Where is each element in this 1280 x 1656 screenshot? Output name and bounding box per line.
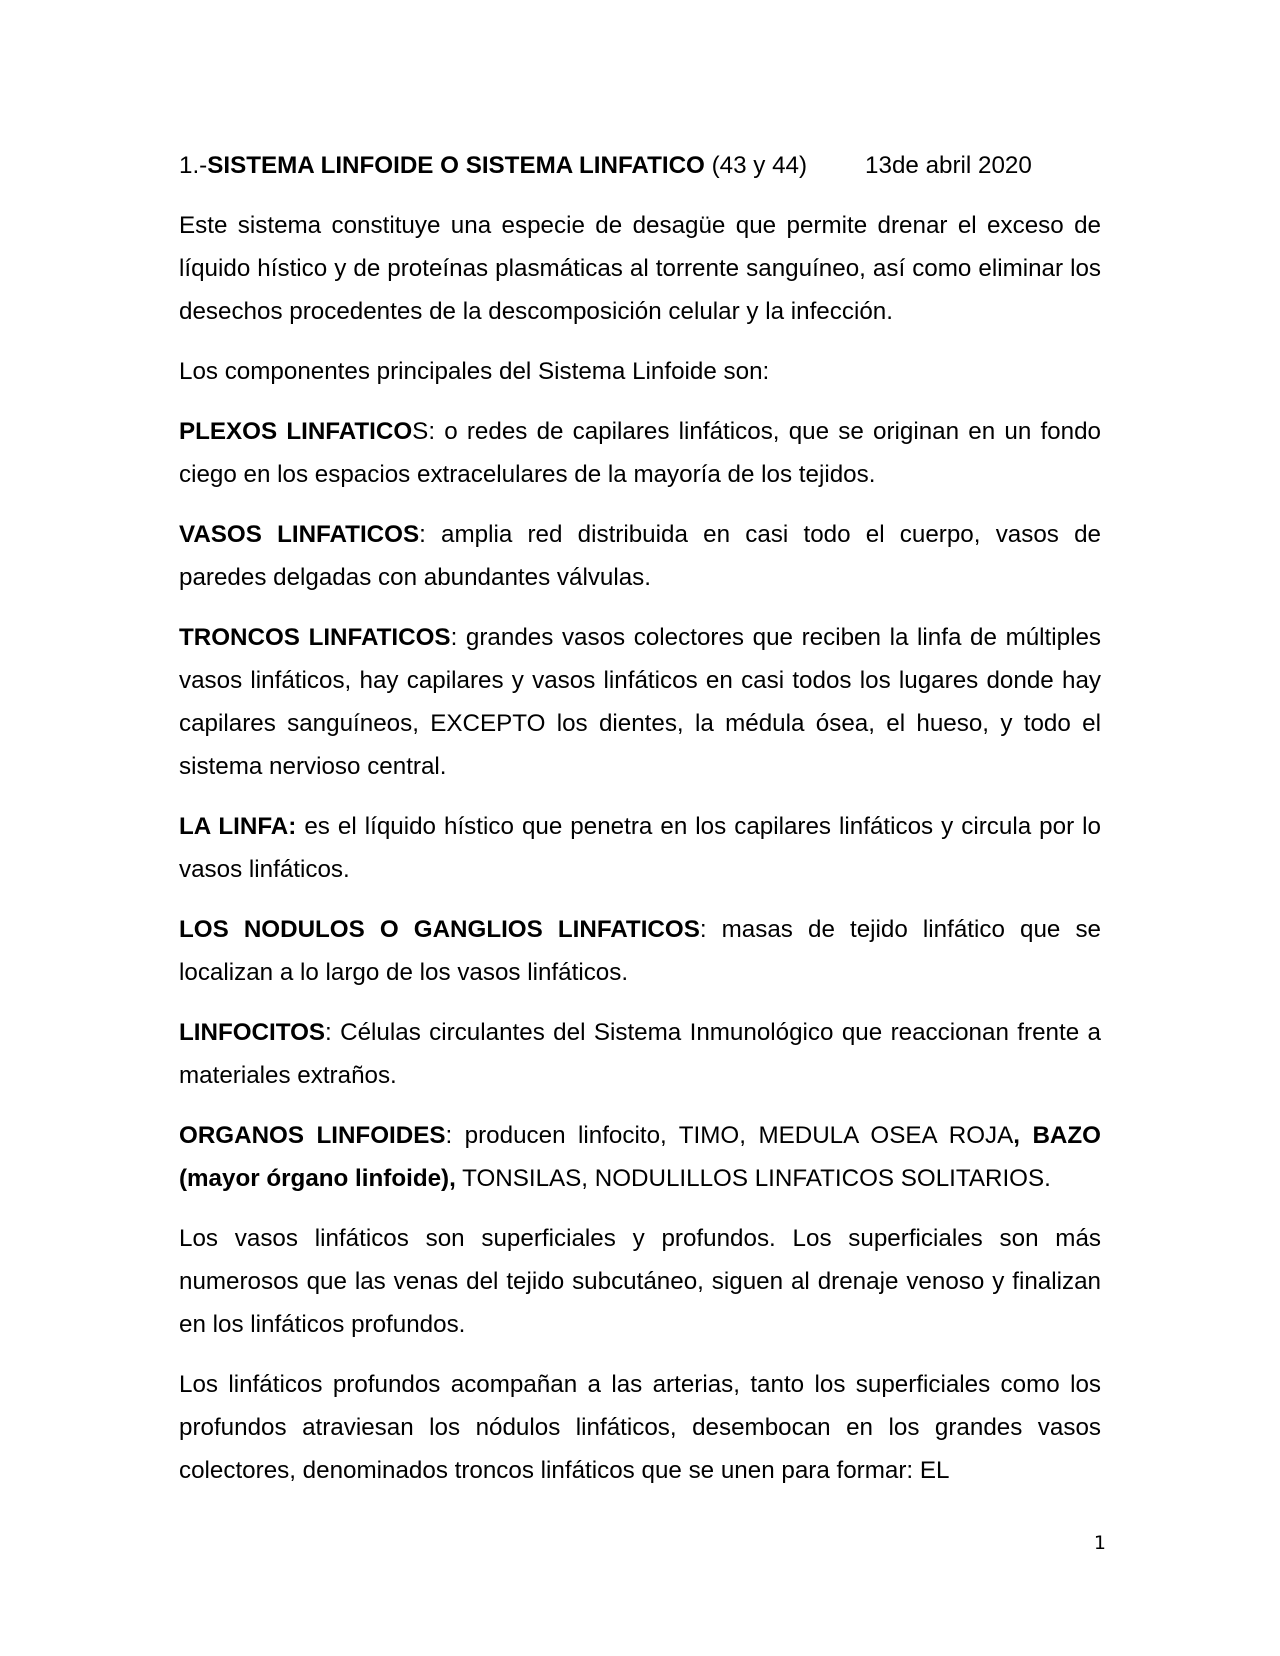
nodulos-term: LOS NODULOS O GANGLIOS LINFATICOS — [179, 916, 700, 943]
plexos-term-suffix: S — [412, 418, 429, 445]
plexos-term: PLEXOS LINFATICO — [179, 418, 413, 445]
troncos-paragraph — [179, 616, 1101, 788]
heading-title: SISTEMA LINFOIDE O SISTEMA LINFATICO — [207, 152, 705, 179]
plexos-paragraph — [179, 410, 1101, 496]
linfocitos-term: LINFOCITOS — [179, 1019, 326, 1046]
linfa-term: LA LINFA: — [179, 813, 297, 840]
profundos-paragraph: Los linfáticos profundos acompañan a las arterias, tanto los superficiales como los profundos atraviesan los nódulos linfáticos, desembocan en los grandes vasos colectores, denominados troncos linfáticos que se unen para formar: EL — [179, 1371, 1101, 1484]
heading-pages: (43 y 44) — [704, 152, 808, 179]
linfa-paragraph — [179, 805, 1101, 891]
intro-paragraph: Este sistema constituye una especie de desagüe que permite drenar el exceso de líquido hístico y de proteínas plasmáticas al torrente sanguíneo, así como eliminar los desechos procedentes de la descomposición celular y la infección. — [179, 212, 1101, 325]
document-heading — [179, 144, 1101, 187]
organos-text-end: TONSILAS, NODULILLOS LINFATICOS SOLITARIOS. — [455, 1165, 1051, 1192]
page-number: 1 — [1093, 1532, 1106, 1554]
troncos-text: : grandes vasos colectores que reciben la linfa de múltiples vasos linfáticos, hay capilares y vasos linfáticos en casi todos los lugares donde hay capilares sanguíneos, EXCEPTO los dientes, la médula ósea, el hueso, y todo el sistema nervioso central. — [179, 624, 1102, 780]
superficiales-paragraph: Los vasos linfáticos son superficiales y profundos. Los superficiales son más numerosos que las venas del tejido subcutáneo, siguen al drenaje venoso y finalizan en los linfáticos profundos. — [179, 1225, 1101, 1338]
document-body — [179, 144, 1101, 1492]
heading-date: 13de abril 2020 — [865, 152, 1032, 179]
organos-term: ORGANOS LINFOIDES — [179, 1122, 446, 1149]
heading-number: 1.- — [179, 152, 208, 179]
vasos-paragraph — [179, 513, 1101, 599]
nodulos-text: : masas de tejido linfático que se localizan a lo largo de los vasos linfáticos. — [179, 916, 1102, 986]
organos-bazo: , BAZO (mayor órgano linfoide), — [179, 1122, 1101, 1192]
linfocitos-paragraph — [179, 1011, 1101, 1097]
vasos-text: : amplia red distribuida en casi todo el cuerpo, vasos de paredes delgadas con abundantes válvulas. — [179, 521, 1102, 591]
troncos-term: TRONCOS LINFATICOS — [179, 624, 451, 651]
nodulos-paragraph — [179, 908, 1101, 994]
organos-paragraph — [179, 1114, 1101, 1200]
linfa-text: es el líquido hístico que penetra en los capilares linfáticos y circula por lo vasos linfáticos. — [179, 813, 1101, 883]
plexos-text: : o redes de capilares linfáticos, que se originan en un fondo ciego en los espacios extracelulares de la mayoría de los tejidos. — [179, 418, 1101, 488]
linfocitos-text: : Células circulantes del Sistema Inmunológico que reaccionan frente a materiales extraños. — [179, 1019, 1101, 1089]
organos-text: : producen linfocito, TIMO, MEDULA OSEA ROJA — [445, 1122, 1014, 1149]
components-intro-paragraph: Los componentes principales del Sistema Linfoide son: — [179, 358, 770, 385]
vasos-term: VASOS LINFATICOS — [179, 521, 420, 548]
